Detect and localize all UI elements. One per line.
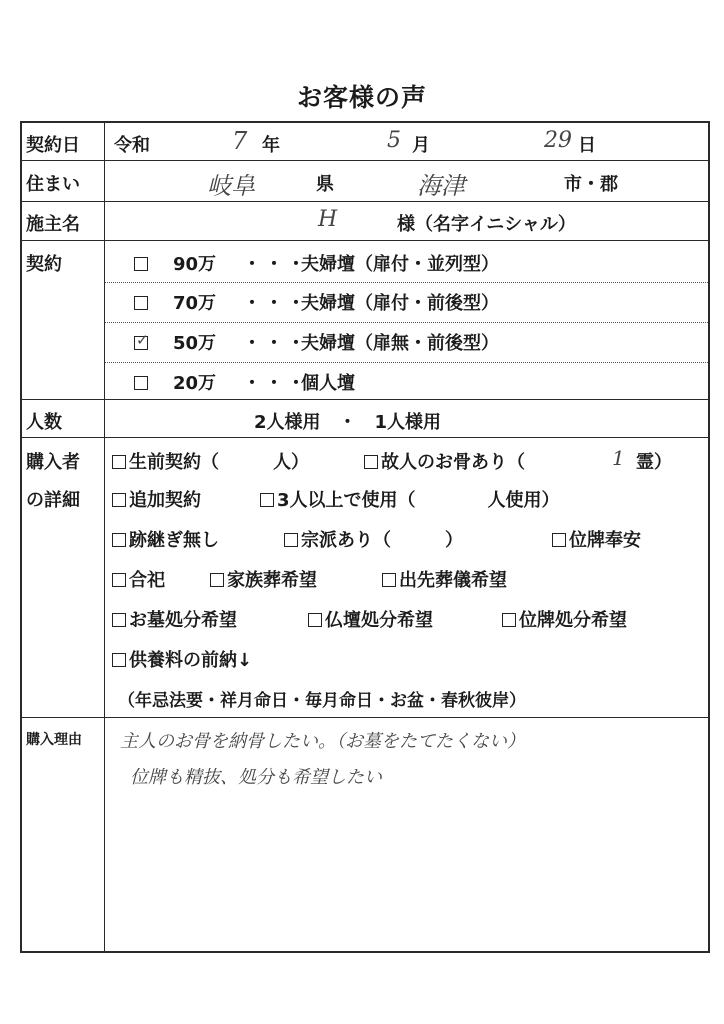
detail-no-successor[interactable] [112, 526, 219, 552]
contract-option[interactable] [134, 329, 499, 355]
row-divider [22, 201, 708, 202]
owner-initial-value[interactable]: H [318, 207, 338, 232]
detail-text: 出先葬儀希望 [399, 570, 507, 591]
option-dots: ・・・ [243, 373, 309, 394]
checkbox[interactable] [552, 533, 566, 547]
option-description: 夫婦壇（扉付・並列型） [301, 254, 499, 275]
row-divider [22, 240, 708, 241]
checkbox[interactable] [134, 376, 148, 390]
details-label-line2: の詳細 [26, 490, 80, 511]
option-description: 夫婦壇（扉無・前後型） [301, 333, 499, 354]
detail-text: 霊） [636, 452, 672, 473]
year-unit: 年 [262, 135, 280, 156]
option-description: 個人壇 [301, 373, 355, 394]
prefecture-unit: 県 [316, 174, 334, 195]
checkbox[interactable] [112, 533, 126, 547]
label-column-divider [104, 123, 105, 951]
reason-line-2[interactable]: 位牌も精抜、処分も希望したい [130, 767, 382, 788]
row-divider [22, 399, 708, 400]
option-dots: ・・・ [243, 333, 309, 354]
detail-text: 跡継ぎ無し [129, 530, 219, 551]
check-icon: ✓ [136, 331, 149, 349]
detail-deceased-remains[interactable] [364, 448, 525, 474]
reason-line-1[interactable]: 主人のお骨を納骨したい。（お墓をたてたくない） [120, 731, 525, 752]
detail-text: 位牌処分希望 [519, 610, 627, 631]
option-price: 50万 [173, 333, 217, 354]
detail-grave-disposal[interactable] [112, 606, 237, 632]
checkbox[interactable] [112, 493, 126, 507]
form-title: お客様の声 [296, 83, 427, 112]
checkbox[interactable] [210, 573, 224, 587]
row-divider [22, 160, 708, 161]
option-dots: ・・・ [243, 293, 309, 314]
detail-text: 仏壇処分希望 [325, 610, 433, 631]
row-divider [22, 437, 708, 438]
detail-text: 合祀 [129, 570, 165, 591]
owner-suffix: 様（名字イニシャル） [397, 214, 576, 235]
deceased-count-value[interactable]: 1 [612, 446, 625, 470]
checkbox[interactable] [112, 613, 126, 627]
detail-ihai-disposal[interactable] [502, 606, 627, 632]
dotted-divider [105, 322, 708, 323]
option-dots: ・・・ [243, 254, 309, 275]
offering-note: （年忌法要・祥月命日・毎月命日・お盆・春秋彼岸） [118, 691, 526, 711]
detail-family-funeral[interactable] [210, 566, 317, 592]
checkbox[interactable] [382, 573, 396, 587]
detail-three-plus[interactable] [260, 486, 560, 512]
prefecture-value[interactable]: 岐阜 [207, 172, 255, 200]
checkbox[interactable] [364, 455, 378, 469]
detail-text: 位牌奉安 [569, 530, 641, 551]
detail-sect[interactable] [284, 526, 463, 552]
detail-text: 宗派あり（ ） [301, 530, 463, 551]
checkbox[interactable] [112, 573, 126, 587]
details-label-line1: 購入者 [26, 452, 80, 473]
detail-text: 故人のお骨あり（ [381, 452, 525, 473]
checkbox[interactable] [260, 493, 274, 507]
city-value[interactable]: 海津 [417, 172, 465, 200]
detail-additional-contract[interactable] [112, 486, 201, 512]
era-text: 令和 [114, 135, 150, 156]
owner-name-label: 施主名 [26, 214, 80, 235]
detail-remote-funeral[interactable] [382, 566, 507, 592]
detail-gooshi[interactable] [112, 566, 165, 592]
dotted-divider [105, 362, 708, 363]
option-price: 90万 [173, 254, 217, 275]
checkbox[interactable] [134, 296, 148, 310]
contract-option[interactable] [134, 289, 499, 315]
dotted-divider [105, 282, 708, 283]
residence-label: 住まい [26, 174, 80, 195]
checkbox[interactable] [134, 257, 148, 271]
year-value[interactable]: 7 [232, 127, 248, 155]
contract-date-label: 契約日 [26, 135, 80, 156]
detail-ihai-enshrine[interactable] [552, 526, 641, 552]
month-value[interactable]: 5 [387, 128, 401, 153]
customer-voice-form [20, 121, 710, 953]
detail-text: 生前契約（ 人） [129, 452, 309, 473]
contract-label: 契約 [26, 254, 62, 275]
day-unit: 日 [578, 135, 596, 156]
detail-text: 供養料の前納↓ [129, 650, 253, 671]
month-unit: 月 [412, 135, 430, 156]
people-options[interactable]: 2人様用 ・ 1人様用 [254, 412, 442, 433]
detail-pre-contract[interactable] [112, 448, 309, 474]
city-unit: 市・郡 [564, 174, 618, 195]
option-description: 夫婦壇（扉付・前後型） [301, 293, 499, 314]
checkbox[interactable] [502, 613, 516, 627]
checkbox[interactable] [112, 455, 126, 469]
detail-text: 家族葬希望 [227, 570, 317, 591]
detail-offering-prepay[interactable] [112, 646, 252, 672]
people-label: 人数 [26, 412, 62, 433]
checkbox[interactable] [284, 533, 298, 547]
checkbox-checked[interactable] [134, 331, 149, 350]
row-divider [22, 717, 708, 718]
detail-altar-disposal[interactable] [308, 606, 433, 632]
option-price: 70万 [173, 293, 217, 314]
contract-option[interactable] [134, 250, 499, 276]
option-price: 20万 [173, 373, 217, 394]
checkbox[interactable] [112, 653, 126, 667]
detail-text: 追加契約 [129, 490, 201, 511]
contract-option[interactable] [134, 369, 355, 395]
detail-text: お墓処分希望 [129, 610, 237, 631]
detail-text: 3人以上で使用（ 人使用） [277, 490, 560, 511]
day-value[interactable]: 29 [544, 128, 572, 153]
purchase-reason-label: 購入理由 [26, 732, 82, 748]
checkbox[interactable] [308, 613, 322, 627]
